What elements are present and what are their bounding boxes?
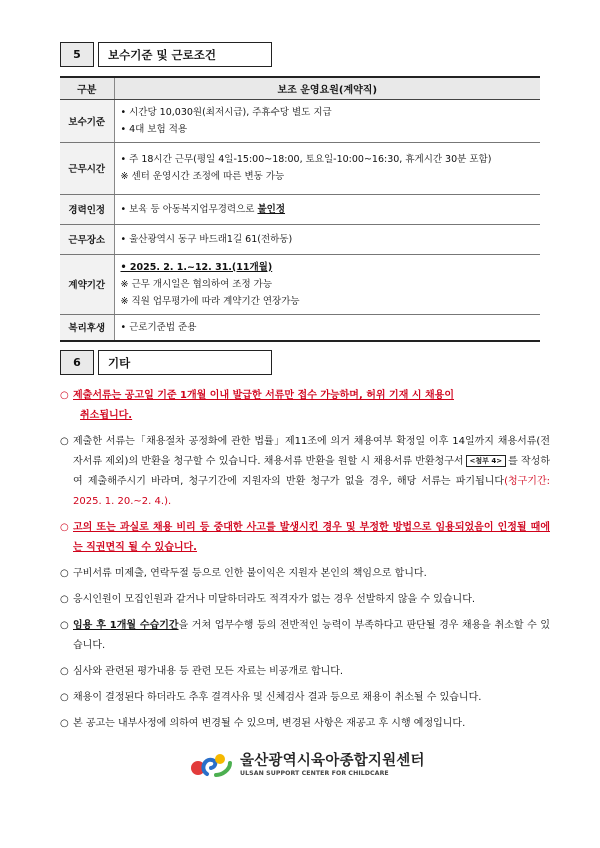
bullet-circle: ○: [60, 390, 69, 401]
list-item: [60, 688, 550, 708]
bullet-circle: ○: [60, 568, 69, 579]
row-line: • 2025. 2. 1.~12. 31.(11개월): [120, 261, 273, 273]
section-number: 6: [60, 350, 94, 375]
logo-korean-name: 울산광역시육아종합지원센터: [240, 752, 425, 769]
table-row: [60, 142, 540, 194]
row-value: [114, 314, 540, 341]
row-emphasis: 불인정: [257, 203, 286, 215]
row-label: 복리후생: [60, 314, 114, 341]
note-warning-line: 제출서류는 공고일 기준 1개월 이내 발급한 서류만 접수 가능하며, 허위 기재 시 채용이: [73, 390, 454, 401]
row-value: [114, 99, 540, 142]
list-item: [60, 518, 550, 558]
row-label: 계약기간: [60, 254, 114, 314]
bullet-circle: ○: [60, 666, 69, 677]
note-text: 본 공고는 내부사정에 의하여 변경될 수 있으며, 변경된 사항은 재공고 후 시행 예정입니다.: [73, 718, 466, 729]
note-text: 응시인원이 모집인원과 같거나 미달하더라도 적격자가 없는 경우 선발하지 않을 수 있습니다.: [73, 594, 476, 605]
row-label: 근무장소: [60, 224, 114, 254]
center-logo: [190, 750, 425, 780]
row-line: ※ 직원 업무평가에 따라 계약기간 연장가능: [120, 295, 300, 307]
section-number: 5: [60, 42, 94, 67]
note-warning: 고의 또는 과실로 채용 비리 등 중대한 사고를 발생시킨 경우 및 부정한 방법으로 임용되었음이 인정될 때에는 직권면직 될 수 있습니다.: [73, 522, 550, 553]
row-value: [114, 142, 540, 194]
note-part: 을 거쳐 업무수행 등의 전반적인 능력이 부족하다고 판단될 경우 채용을 취소할 수 있습니다.: [73, 620, 550, 651]
section-title: 기타: [98, 350, 272, 375]
note-part: 를 작성하여 제출해주시기 바라며, 청구기간에 지원자의 반환 청구가 없을 경우, 해당 서류는 파기됩니다: [73, 456, 550, 487]
row-line: ※ 센터 운영시간 조정에 따른 변동 가능: [120, 171, 285, 182]
section-title: 보수기준 및 근로조건: [98, 42, 272, 67]
row-line: • 주 18시간 근무(평일 4일-15:00~18:00, 토요일-10:00~16:30, 휴게시간 30분 포함): [120, 154, 492, 165]
note-text: [73, 432, 550, 512]
bullet-circle: ○: [60, 692, 69, 703]
probation-emphasis: 임용 후 1개월 수습기간: [73, 620, 179, 631]
attachment-tag: <첨부 4>: [466, 455, 507, 467]
note-text: 구비서류 미제출, 연락두절 등으로 인한 불이익은 지원자 본인의 책임으로 합니다.: [73, 568, 427, 579]
table-row: [60, 99, 540, 142]
notes-list: [60, 386, 550, 740]
row-text: • 보육 등 아동복지업무경력으로: [120, 203, 258, 215]
row-value: [114, 224, 540, 254]
list-item: [60, 714, 550, 734]
header-category: 구분: [60, 77, 114, 99]
row-line: • 울산광역시 동구 바드래1길 61(전하동): [120, 233, 293, 245]
list-item: [60, 386, 550, 426]
list-item: [60, 564, 550, 584]
note-text: 채용이 결정된다 하더라도 추후 결격사유 및 신체검사 결과 등으로 채용이 취소될 수 있습니다.: [73, 692, 482, 703]
note-text: [73, 386, 550, 426]
table-row: [60, 224, 540, 254]
center-emblem-icon: [190, 750, 234, 780]
row-line: • 4대 보험 적용: [120, 123, 188, 135]
section-6-heading: [60, 350, 272, 375]
row-label: 보수기준: [60, 99, 114, 142]
row-label: 경력인정: [60, 194, 114, 224]
bullet-circle: ○: [60, 522, 69, 533]
table-row: [60, 194, 540, 224]
row-label: 근무시간: [60, 142, 114, 194]
logo-english-name: ULSAN SUPPORT CENTER FOR CHILDCARE: [240, 769, 389, 777]
note-text: 심사와 관련된 평가내용 등 관련 모든 자료는 비공개로 합니다.: [73, 666, 344, 677]
list-item: [60, 616, 550, 656]
row-value: [114, 194, 540, 224]
claim-period: (청구기간: 2025. 1. 20.~2. 4.).: [73, 476, 550, 507]
header-position: 보조 운영요원(계약직): [114, 77, 540, 99]
conditions-table: [60, 76, 540, 342]
row-line: • 시간당 10,030원(최저시급), 주휴수당 별도 지급: [120, 106, 332, 118]
row-value: [114, 254, 540, 314]
table-row: [60, 254, 540, 314]
bullet-circle: ○: [60, 718, 69, 729]
note-warning-line: 취소됩니다.: [80, 410, 133, 421]
table-row: [60, 314, 540, 341]
list-item: [60, 590, 550, 610]
list-item: [60, 432, 550, 512]
note-part: 제출한 서류는「채용절차 공정화에 관한 법률」제11조에 의거 채용여부 확정일 이후 14일까지 채용서류(전자서류 제외)의 반환을 청구할 수 있습니다. 채용서류 반환을 원할 시 채용서류 반환청구서: [73, 436, 550, 467]
table-header-row: [60, 77, 540, 99]
list-item: [60, 662, 550, 682]
row-line: • 근로기준법 준용: [120, 321, 197, 333]
bullet-circle: ○: [60, 436, 69, 447]
section-5-heading: [60, 42, 272, 67]
note-text: [73, 616, 550, 656]
bullet-circle: ○: [60, 594, 69, 605]
row-line: ※ 근무 개시일은 협의하여 조정 가능: [120, 278, 273, 290]
bullet-circle: ○: [60, 620, 69, 631]
